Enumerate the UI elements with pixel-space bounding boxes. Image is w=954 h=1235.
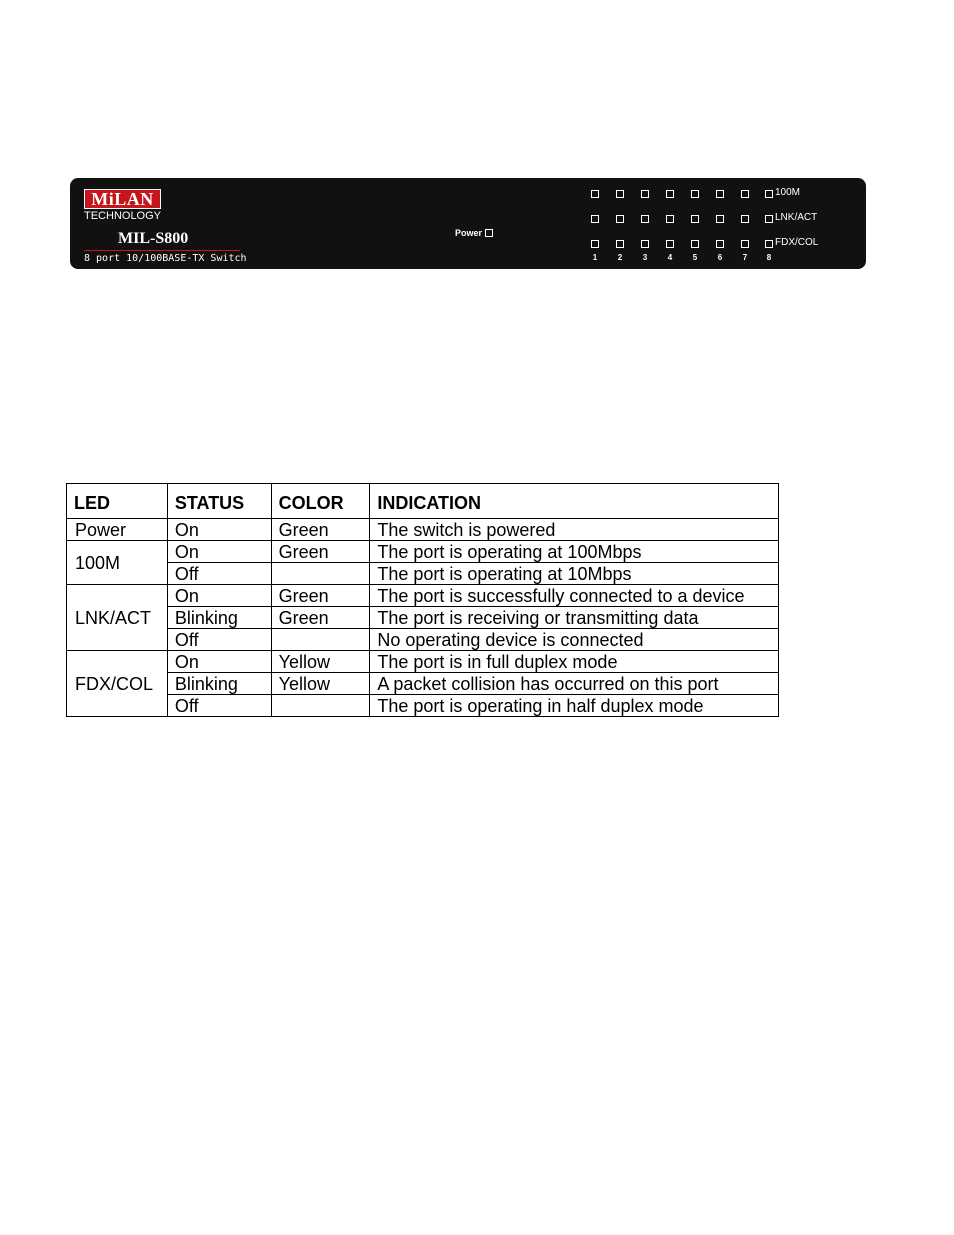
port-led-icon xyxy=(616,240,624,248)
color-cell: Green xyxy=(271,585,370,607)
status-cell: Off xyxy=(167,629,271,651)
model-name: MIL-S800 xyxy=(118,230,189,247)
color-cell xyxy=(271,695,370,717)
table-row xyxy=(67,541,779,563)
port-led-icon xyxy=(591,215,599,223)
table-row xyxy=(67,607,779,629)
color-cell: Green xyxy=(271,541,370,563)
port-led-icon xyxy=(716,190,724,198)
port-led-icon xyxy=(641,190,649,198)
table-row xyxy=(67,651,779,673)
status-cell: On xyxy=(167,541,271,563)
color-cell: Green xyxy=(271,607,370,629)
port-led-icon xyxy=(616,190,624,198)
status-cell: On xyxy=(167,585,271,607)
port-led-icon xyxy=(666,240,674,248)
port-led-icon xyxy=(741,215,749,223)
port-led-icon xyxy=(765,240,773,248)
port-number-label: 6 xyxy=(717,253,723,262)
table-row xyxy=(67,585,779,607)
port-number-label: 4 xyxy=(667,253,673,262)
color-cell: Yellow xyxy=(271,673,370,695)
color-cell xyxy=(271,629,370,651)
indication-cell: A packet collision has occurred on this port xyxy=(370,673,779,695)
port-led-icon xyxy=(716,240,724,248)
indication-cell: The port is in full duplex mode xyxy=(370,651,779,673)
led-row-label: FDX/COL xyxy=(775,237,819,248)
port-led-icon xyxy=(591,240,599,248)
led-name-cell: FDX/COL xyxy=(67,651,168,717)
port-led-icon xyxy=(741,240,749,248)
status-cell: Blinking xyxy=(167,673,271,695)
table-row xyxy=(67,519,779,541)
brand-logo: MiLAN xyxy=(84,189,161,209)
divider xyxy=(84,250,240,251)
port-number-label: 5 xyxy=(692,253,698,262)
led-name-cell: Power xyxy=(67,519,168,541)
table-row xyxy=(67,629,779,651)
port-led-icon xyxy=(716,215,724,223)
power-led-icon xyxy=(485,229,493,237)
port-led-icon xyxy=(691,215,699,223)
column-header: LED xyxy=(67,484,168,519)
status-cell: Off xyxy=(167,695,271,717)
port-led-icon xyxy=(641,240,649,248)
port-number-label: 8 xyxy=(766,253,772,262)
port-led-icon xyxy=(765,215,773,223)
port-number-label: 2 xyxy=(617,253,623,262)
table-row xyxy=(67,673,779,695)
power-label: Power xyxy=(455,228,483,238)
table-row xyxy=(67,695,779,717)
table-row xyxy=(67,563,779,585)
indication-cell: The port is operating in half duplex mode xyxy=(370,695,779,717)
port-number-label: 7 xyxy=(742,253,748,262)
port-led-icon xyxy=(666,215,674,223)
port-led-icon xyxy=(691,190,699,198)
indication-cell: The port is operating at 100Mbps xyxy=(370,541,779,563)
color-cell xyxy=(271,563,370,585)
color-cell: Green xyxy=(271,519,370,541)
port-led-icon xyxy=(691,240,699,248)
port-led-icon xyxy=(591,190,599,198)
status-cell: On xyxy=(167,651,271,673)
port-number-label: 3 xyxy=(642,253,648,262)
indication-cell: The port is receiving or transmitting data xyxy=(370,607,779,629)
status-cell: On xyxy=(167,519,271,541)
status-cell: Blinking xyxy=(167,607,271,629)
port-led-icon xyxy=(616,215,624,223)
color-cell: Yellow xyxy=(271,651,370,673)
led-name-cell: 100M xyxy=(67,541,168,585)
port-number-label: 1 xyxy=(592,253,598,262)
power-indicator xyxy=(455,227,493,239)
indication-cell: The port is successfully connected to a device xyxy=(370,585,779,607)
port-led-icon xyxy=(741,190,749,198)
indication-cell: The port is operating at 10Mbps xyxy=(370,563,779,585)
table-header-row xyxy=(67,484,779,519)
port-led-icon xyxy=(641,215,649,223)
indication-cell: The switch is powered xyxy=(370,519,779,541)
status-cell: Off xyxy=(167,563,271,585)
column-header: STATUS xyxy=(167,484,271,519)
led-row-label: 100M xyxy=(775,187,801,198)
led-name-cell: LNK/ACT xyxy=(67,585,168,651)
brand-subtitle: TECHNOLOGY xyxy=(84,210,162,222)
model-description: 8 port 10/100BASE-TX Switch xyxy=(84,253,247,264)
switch-front-panel xyxy=(70,178,866,269)
indication-cell: No operating device is connected xyxy=(370,629,779,651)
port-led-icon xyxy=(666,190,674,198)
led-status-table xyxy=(66,483,779,717)
port-led-icon xyxy=(765,190,773,198)
column-header: COLOR xyxy=(271,484,370,519)
column-header: INDICATION xyxy=(370,484,779,519)
led-row-label: LNK/ACT xyxy=(775,212,818,223)
